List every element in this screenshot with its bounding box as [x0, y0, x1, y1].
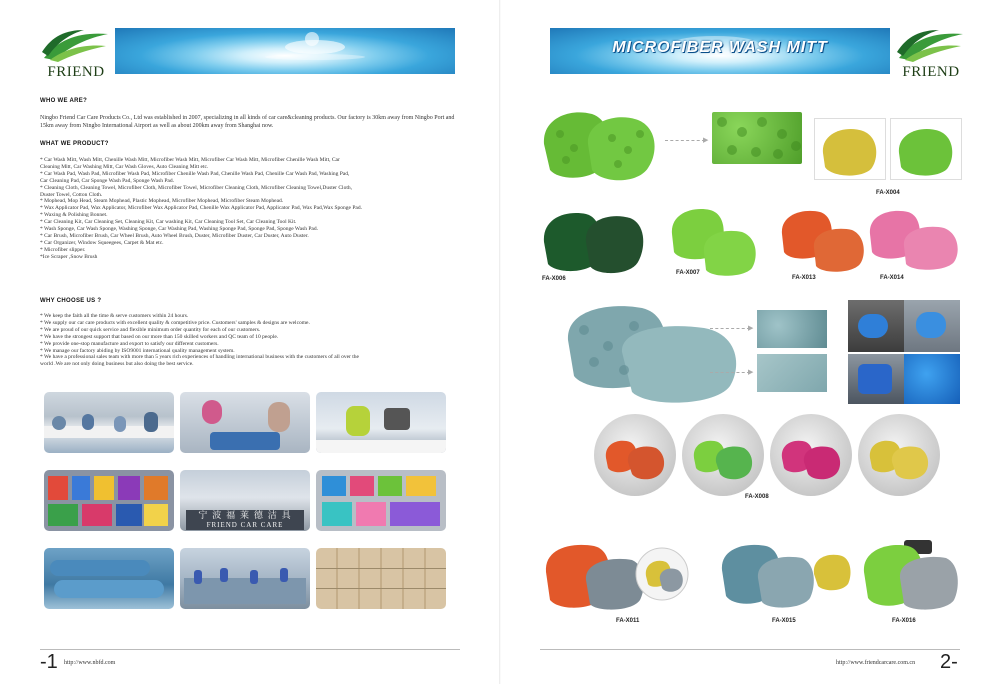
arrow-dash [665, 140, 705, 141]
why-list-item: * We have a professional sales team with more than 5 years rich experiences of handling international business with the customers of all over the [40, 354, 359, 361]
product-list-item: * Wash Sponge, Car Wash Sponge, Washing Sponge, Car Washing Pad, Washing Sponge Pad, Sponge Pad, Sponge Wash Pad. [40, 226, 318, 233]
arrow-dash [710, 328, 750, 329]
showroom-photo-products [44, 470, 174, 531]
why-list-item: * We provide one-stop manufacture and export to satisfy our different customers. [40, 340, 219, 347]
circle-green-mitts [682, 414, 764, 496]
company-sign-photo [180, 470, 310, 531]
circle-magenta-mitts [770, 414, 852, 496]
product-list-item: * Waxing & Polishing Bonnet. [40, 212, 108, 219]
usage-photo-hand [904, 300, 960, 352]
product-list-item: * Mophead, Mop Head, Steam Mophead, Plastic Mophead, Microfiber Mophead, Microfiber Steam Mophead. [40, 198, 284, 205]
yellow-mitt-image [815, 119, 885, 179]
circle-orange-mitts [594, 414, 676, 496]
orange-grey-mitt-image [542, 540, 692, 616]
usage-photo-car [848, 300, 904, 352]
product-list [40, 157, 460, 261]
who-we-are-heading: WHO WE ARE? [40, 98, 88, 104]
code-fa-x013: FA-X013 [792, 275, 816, 281]
workshop-photo [180, 548, 310, 609]
green-mitt-pair-image [540, 104, 660, 184]
website-url-right[interactable]: http://www.friendcarcare.com.cn [836, 660, 916, 666]
warehouse-photo-cartons [316, 548, 446, 609]
product-list-item: *Ice Scraper ,Snow Brush [40, 253, 98, 260]
right-page [500, 0, 1000, 684]
product-list-item: Cleaning Mitt, Car Washing Mitt, Car Wash Gloves, Auto Cleaning Mitt etc. [40, 163, 209, 170]
pink-mitt-image [866, 206, 962, 274]
green-mitt-box [890, 118, 962, 180]
code-fa-x016: FA-X016 [892, 618, 916, 624]
footer-line-left [40, 649, 460, 650]
leaf-logo-icon [40, 28, 112, 64]
blue-fiber-closeup [904, 354, 960, 404]
footer-line-right [540, 649, 960, 650]
banner-title: MICROFIBER WASH MITT [612, 39, 828, 56]
page-number-right: 2- [940, 651, 958, 673]
blue-grey-mitt-image [718, 540, 858, 616]
arrow-dash [710, 372, 750, 373]
title-banner [550, 28, 890, 74]
factory-photo-machine [316, 392, 446, 453]
logo-text: FRIEND [902, 64, 960, 80]
light-green-mitt-image [668, 204, 760, 278]
orange-mitt-image [778, 206, 868, 274]
grey-fiber-closeup [757, 310, 827, 348]
green-mitt-image [891, 119, 961, 179]
warehouse-photo-rolls [44, 548, 174, 609]
product-list-item: Car Cleaning Pad, Car Sponge Wash Pad, Sponge Wash Pad. [40, 177, 174, 184]
leaf-logo-icon [895, 28, 967, 64]
arrow-icon: ▶ [748, 324, 754, 332]
product-list-item: * Microfiber slipper. [40, 246, 86, 253]
product-list-item: * Car Brush, Microfiber Brush, Car Wheel Brush, Auto Wheel Brush, Duster, Microfiber Duster, Car Duster, Auto Duster. [40, 232, 309, 239]
why-list-item: world .We are not only doing business but also doing the best service. [40, 361, 194, 368]
why-list-item: * We keep the faith all the time & serve customers within 24 hours. [40, 313, 189, 319]
arrow-icon: ▶ [748, 368, 754, 376]
product-list-item: Duster Towel, Cotton Cloth. [40, 191, 103, 198]
product-list-item: * Car Wash Pad, Wash Pad, Microfiber Wash Pad, Microfiber Chenille Wash Pad, Chenille Wash Pad, Chenille Car Wash Pad, Washing Pad, [40, 170, 350, 177]
product-list-item: * Car Organizer, Window Squeegees, Carpet & Mat etc. [40, 239, 164, 246]
what-we-product-heading: WHAT WE PRODUCT? [40, 141, 109, 147]
showroom-photo-cloths [316, 470, 446, 531]
code-fa-x007: FA-X007 [676, 270, 700, 276]
logo-text: FRIEND [47, 64, 105, 80]
arrow-icon: ▶ [703, 136, 709, 144]
product-list-item: * Car Wash Mitt, Wash Mitt, Chenille Wash Mitt, Microfiber Wash Mitt, Microfiber Car Wash Mitt, Microfiber Chenille Wash Mitt, Car [40, 157, 340, 163]
product-list-item: * Car Cleaning Kit, Car Cleaning Set, Cleaning Kit, Car washing Kit, Car Cleaning Tool Set, Car Cleaning Tool Kit. [40, 219, 297, 226]
circle-yellow-mitts [858, 414, 940, 496]
company-sign-text: 宁 波 福 莱 德 洁 具 [198, 511, 292, 521]
code-fa-x011: FA-X011 [616, 618, 640, 624]
code-fa-x006: FA-X006 [542, 276, 566, 282]
usage-photo-bucket [848, 354, 904, 404]
water-banner [115, 28, 455, 74]
grey-cloth-closeup [757, 354, 827, 392]
why-list-item: * We manage our factory abiding by ISO9001 international quality management system. [40, 347, 235, 354]
code-fa-x014: FA-X014 [880, 275, 904, 281]
green-fiber-closeup [712, 112, 802, 164]
why-list-item: * We are proud of our quick service and flexible minimum order quantity for each of our customers. [40, 326, 261, 333]
who-we-are-text: Ningbo Friend Car Care Products Co., Ltd was established in 2007, specializing in all kinds of car care&cleaning products. Our factory is 30km away from Ningbo Port and 15km away from Ningbo International Airport as well as about 200km away from Shanghai now. [40, 115, 455, 129]
why-list [40, 313, 460, 368]
product-list-item: * Cleaning Cloth, Cleaning Towel, Microfiber Cloth, Microfiber Towel, Microfiber Cleaning Cloth, Microfiber Cleaning Towel,Duster Cloth, [40, 184, 352, 191]
dark-green-mitt-image [540, 206, 650, 276]
grey-blue-mitt-image [564, 300, 750, 410]
friend-logo-right [895, 28, 967, 86]
code-fa-x008: FA-X008 [745, 494, 769, 500]
company-sign-subtext: FRIEND CAR CARE [206, 521, 284, 529]
friend-logo [40, 28, 112, 86]
why-list-item: * We supply our car care products with excellent quality & competitive price. Customers' samples & designs are welcome. [40, 319, 310, 326]
page-number-left: -1 [40, 651, 58, 673]
factory-photo-sewing [180, 392, 310, 453]
product-list-item: * Wax Applicator Pad, Wax Applicator, Microfiber Wax Applicator Pad, Chenille Wax Applicator Pad, Applicator Pad, Wax Pad,Wax Sponge Pad. [40, 205, 362, 212]
code-fa-x015: FA-X015 [772, 618, 796, 624]
yellow-mitt-box [814, 118, 886, 180]
why-choose-us-heading: WHY CHOOSE US ? [40, 298, 102, 304]
factory-photo-workers [44, 392, 174, 453]
green-grey-mitt-image [860, 538, 960, 616]
why-list-item: * We have the strongest support that based on our more than 150 skilled workers and QC team of 10 people. [40, 333, 279, 340]
website-url-left[interactable]: http://www.nbfd.com [64, 660, 116, 666]
code-fa-x004: FA-X004 [876, 190, 900, 196]
